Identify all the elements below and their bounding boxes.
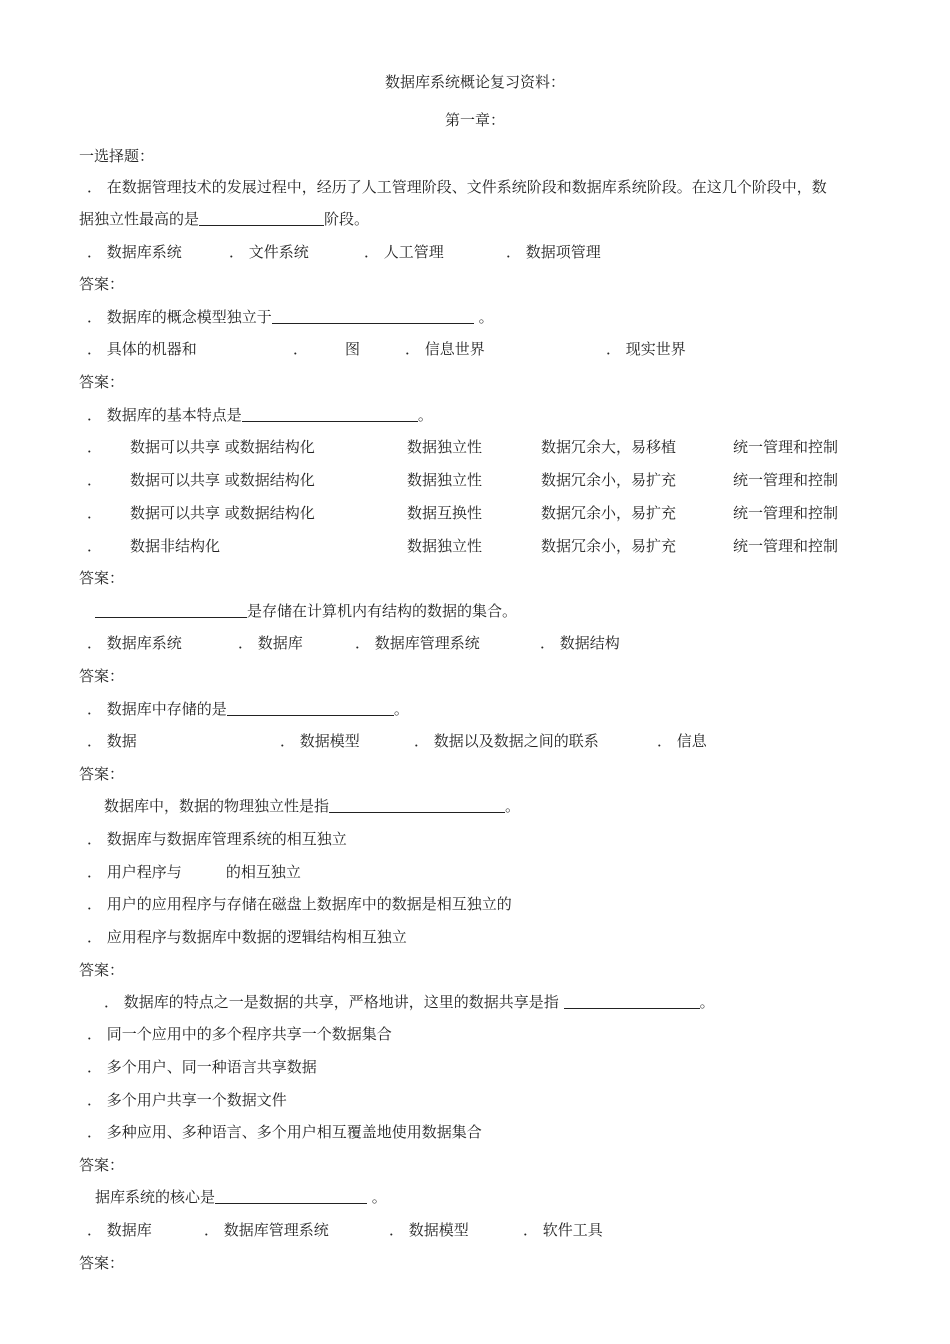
question-3-row-3-col-1: 数据可以共享 或数据结构化 bbox=[130, 504, 315, 522]
question-1-option-b: ． 文件系统 bbox=[229, 243, 309, 261]
question-3-row-3-col-2: 数据互换性 bbox=[407, 504, 483, 522]
question-2-option-d: ． 现实世界 bbox=[606, 340, 686, 358]
answer-label: 答案： bbox=[79, 569, 125, 587]
answer-label: 答案： bbox=[79, 373, 125, 391]
answer-label: 答案： bbox=[79, 765, 125, 783]
question-3-row-4-col-2: 数据独立性 bbox=[407, 537, 483, 555]
question-3-row-3-col-4: 统一管理和控制 bbox=[733, 504, 839, 522]
question-6-option-b: ． 用户程序与 的相互独立 bbox=[87, 863, 301, 881]
answer-blank[interactable] bbox=[564, 993, 700, 1009]
question-6-option-a: ． 数据库与数据库管理系统的相互独立 bbox=[87, 830, 347, 848]
answer-blank[interactable] bbox=[199, 210, 324, 226]
question-3-row-4-col-1: 数据非结构化 bbox=[130, 537, 221, 555]
question-6-stem: 数据库中，数据的物理独立性是指 。 bbox=[104, 797, 521, 815]
question-7-option-c: ． 多个用户共享一个数据文件 bbox=[87, 1091, 287, 1109]
answer-blank[interactable] bbox=[272, 308, 474, 324]
question-3-row-1-col-4: 统一管理和控制 bbox=[733, 438, 839, 456]
question-3-row-2-col-4: 统一管理和控制 bbox=[733, 471, 839, 489]
question-5-stem: ． 数据库中存储的是 。 bbox=[87, 700, 409, 718]
question-5-option-b: ． 数据模型 bbox=[280, 732, 360, 750]
question-8-option-d: ． 软件工具 bbox=[523, 1221, 603, 1239]
chapter-heading: 第一章： bbox=[444, 111, 505, 129]
question-4-option-a: ． 数据库系统 bbox=[87, 634, 182, 652]
question-3-stem: ． 数据库的基本特点是 。 bbox=[87, 406, 433, 424]
question-2-stem: ． 数据库的概念模型独立于 。 bbox=[87, 308, 494, 326]
answer-label: 答案： bbox=[79, 1254, 125, 1272]
question-5-option-d: ． 信息 bbox=[657, 732, 707, 750]
question-3-row-3-col-3: 数据冗余小，易扩充 bbox=[541, 504, 677, 522]
question-3-row-2-col-2: 数据独立性 bbox=[407, 471, 483, 489]
question-1-stem-line2: 据独立性最高的是 阶段。 bbox=[79, 210, 370, 228]
question-4-option-c: ． 数据库管理系统 bbox=[355, 634, 480, 652]
question-1-stem-line1: ． 在数据管理技术的发展过程中，经历了人工管理阶段、文件系统阶段和数据库系统阶段。在这几个阶段中，数 bbox=[87, 178, 827, 196]
answer-blank[interactable] bbox=[227, 700, 394, 716]
question-8-option-b: ． 数据库管理系统 bbox=[204, 1221, 329, 1239]
answer-label: 答案： bbox=[79, 961, 125, 979]
question-3-row-1-col-1: 数据可以共享 或数据结构化 bbox=[130, 438, 315, 456]
document-title: 数据库系统概论复习资料： bbox=[384, 73, 565, 91]
question-2-option-b: ． 图 bbox=[293, 340, 361, 358]
question-3-row-2-col-1: 数据可以共享 或数据结构化 bbox=[130, 471, 315, 489]
question-2-option-a: ． 具体的机器和 bbox=[87, 340, 197, 358]
question-3-row-2-col-3: 数据冗余小，易扩充 bbox=[541, 471, 677, 489]
question-3-row-4-col-3: 数据冗余小，易扩充 bbox=[541, 537, 677, 555]
question-3-row-1-col-2: 数据独立性 bbox=[407, 438, 483, 456]
question-4-stem: 是存储在计算机内有结构的数据的集合。 bbox=[95, 601, 517, 621]
answer-blank[interactable] bbox=[215, 1188, 367, 1204]
question-3-row-4-col-4: 统一管理和控制 bbox=[733, 537, 839, 555]
question-6-option-c: ． 用户的应用程序与存储在磁盘上数据库中的数据是相互独立的 bbox=[87, 895, 512, 913]
question-8-stem: 据库系统的核心是 。 bbox=[95, 1188, 387, 1206]
question-2-option-c: ． 信息世界 bbox=[405, 340, 485, 358]
option-marker: ． bbox=[87, 471, 103, 489]
question-8-option-c: ． 数据模型 bbox=[389, 1221, 469, 1239]
question-1-option-c: ． 人工管理 bbox=[364, 243, 444, 261]
question-8-option-a: ． 数据库 bbox=[87, 1221, 152, 1239]
question-6-option-d: ． 应用程序与数据库中数据的逻辑结构相互独立 bbox=[87, 928, 407, 946]
question-4-option-b: ． 数据库 bbox=[238, 634, 303, 652]
question-7-option-d: ． 多种应用、多种语言、多个用户相互覆盖地使用数据集合 bbox=[87, 1123, 482, 1141]
answer-label: 答案： bbox=[79, 667, 125, 685]
question-3-row-1-col-3: 数据冗余大，易移植 bbox=[541, 438, 677, 456]
question-4-option-d: ． 数据结构 bbox=[540, 634, 620, 652]
question-5-option-c: ． 数据以及数据之间的联系 bbox=[414, 732, 599, 750]
question-1-option-a: ． 数据库系统 bbox=[87, 243, 182, 261]
answer-blank[interactable] bbox=[329, 797, 505, 813]
question-5-option-a: ． 数据 bbox=[87, 732, 137, 750]
answer-blank[interactable] bbox=[242, 406, 418, 422]
answer-blank[interactable] bbox=[95, 602, 247, 618]
answer-label: 答案： bbox=[79, 275, 125, 293]
option-marker: ． bbox=[87, 537, 103, 555]
question-7-stem: ． 数据库的特点之一是数据的共享，严格地讲，这里的数据共享是指 。 bbox=[104, 993, 715, 1011]
question-7-option-b: ． 多个用户、同一种语言共享数据 bbox=[87, 1058, 317, 1076]
answer-label: 答案： bbox=[79, 1156, 125, 1174]
question-1-option-d: ． 数据项管理 bbox=[506, 243, 601, 261]
option-marker: ． bbox=[87, 504, 103, 522]
section-heading: 一选择题： bbox=[79, 147, 155, 165]
question-7-option-a: ． 同一个应用中的多个程序共享一个数据集合 bbox=[87, 1025, 392, 1043]
option-marker: ． bbox=[87, 438, 103, 456]
